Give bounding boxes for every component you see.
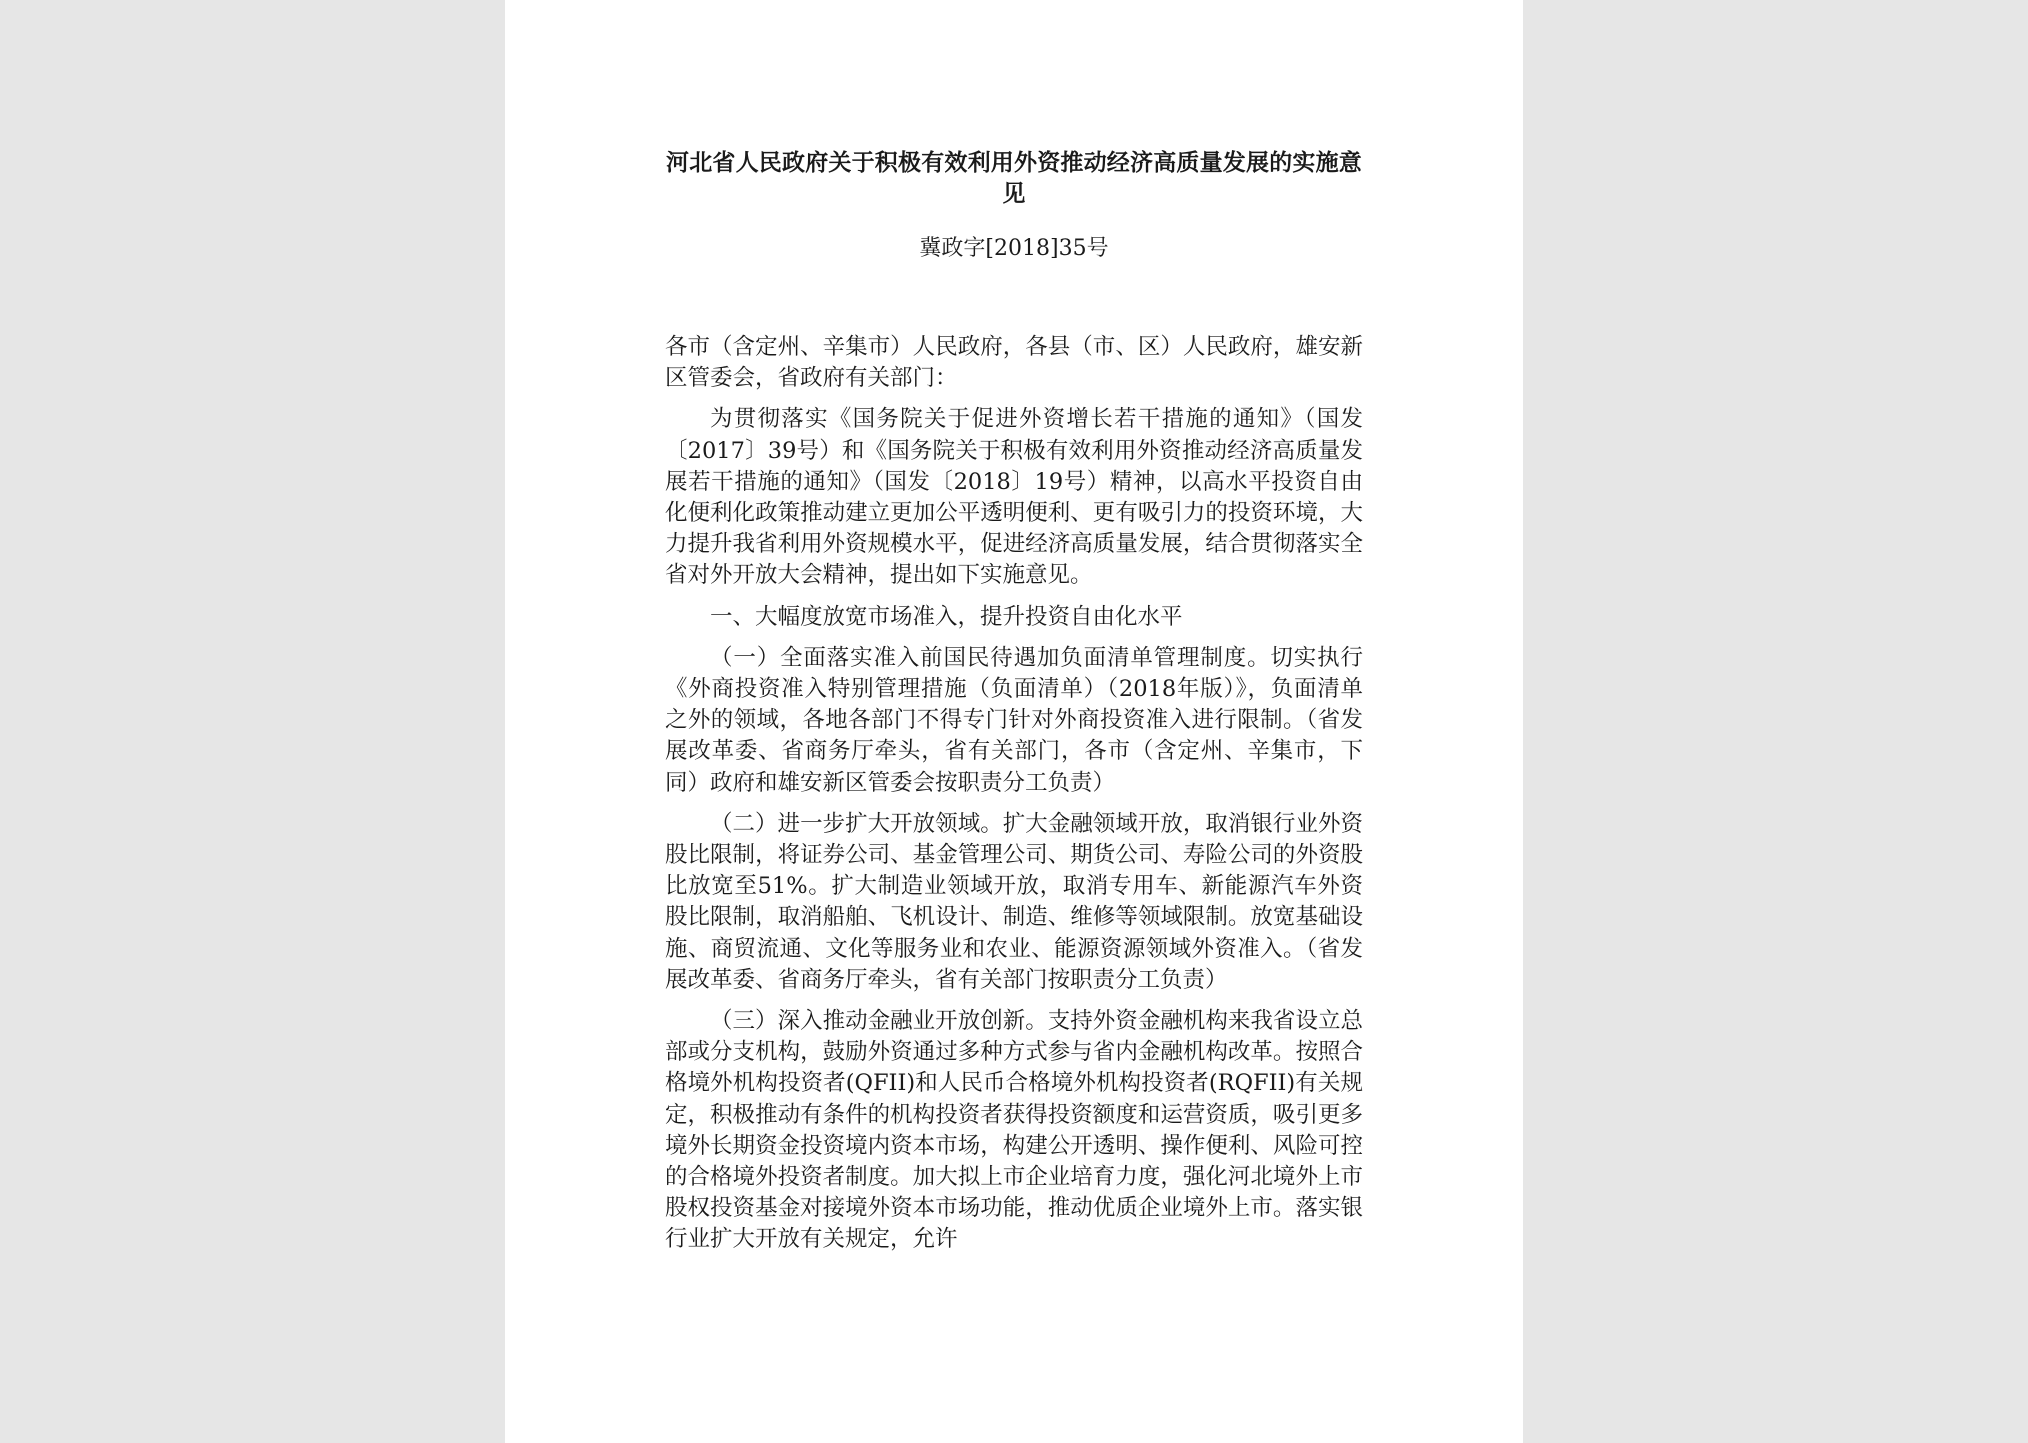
- section-heading: 一、大幅度放宽市场准入，提升投资自由化水平: [710, 603, 1183, 630]
- document-number: 冀政字[2018]35号: [919, 236, 1109, 261]
- paragraph: （三）深入推动金融业开放创新。支持外资金融机构来我省设立总部或分支机构，鼓励外资通过多种方式参与省内金融机构改革。按照合格境外机构投资者(QFII)和人民币合格境外机构投资者(RQFII)有关规定，积极推动有条件的机构投资者获得投资额度和运营资质，吸引更多境外长期资金投资境内资本市场，构建公开透明、操作便利、风险可控的合格境外投资者制度。加大拟上市企业培育力度，强化河北境外上市股权投资基金对接境外资本市场功能，推动优质企业境外上市。落实银行业扩大开放有关规定，允许: [665, 1008, 1363, 1253]
- document-title: 河北省人民政府关于积极有效利用外资推动经济高质量发展的实施意见: [666, 150, 1362, 207]
- paragraph: （二）进一步扩大开放领域。扩大金融领域开放，取消银行业外资股比限制，将证券公司、基金管理公司、期货公司、寿险公司的外资股比放宽至51%。扩大制造业领域开放，取消专用车、新能源汽车外资股比限制，取消船舶、飞机设计、制造、维修等领域限制。放宽基础设施、商贸流通、文化等服务业和农业、能源资源领域外资准入。（省发展改革委、省商务厅牵头，省有关部门按职责分工负责）: [665, 810, 1363, 993]
- paragraph: （一）全面落实准入前国民待遇加负面清单管理制度。切实执行《外商投资准入特别管理措施（负面清单）（2018年版）》，负面清单之外的领域，各地各部门不得专门针对外商投资准入进行限制。（省发展改革委、省商务厅牵头，省有关部门，各市（含定州、辛集市，下同）政府和雄安新区管委会按职责分工负责）: [665, 644, 1363, 796]
- addressee-line: 各市（含定州、辛集市）人民政府，各县（市、区）人民政府，雄安新区管委会，省政府有关部门：: [665, 334, 1363, 392]
- document-body: [665, 332, 1363, 1256]
- document-page: [505, 0, 1523, 1443]
- paragraph: 为贯彻落实《国务院关于促进外资增长若干措施的通知》（国发〔2017〕39号）和《国务院关于积极有效利用外资推动经济高质量发展若干措施的通知》（国发〔2018〕19号）精神，以高水平投资自由化便利化政策推动建立更加公平透明便利、更有吸引力的投资环境，大力提升我省利用外资规模水平，促进经济高质量发展，结合贯彻落实全省对外开放大会精神，提出如下实施意见。: [665, 406, 1363, 589]
